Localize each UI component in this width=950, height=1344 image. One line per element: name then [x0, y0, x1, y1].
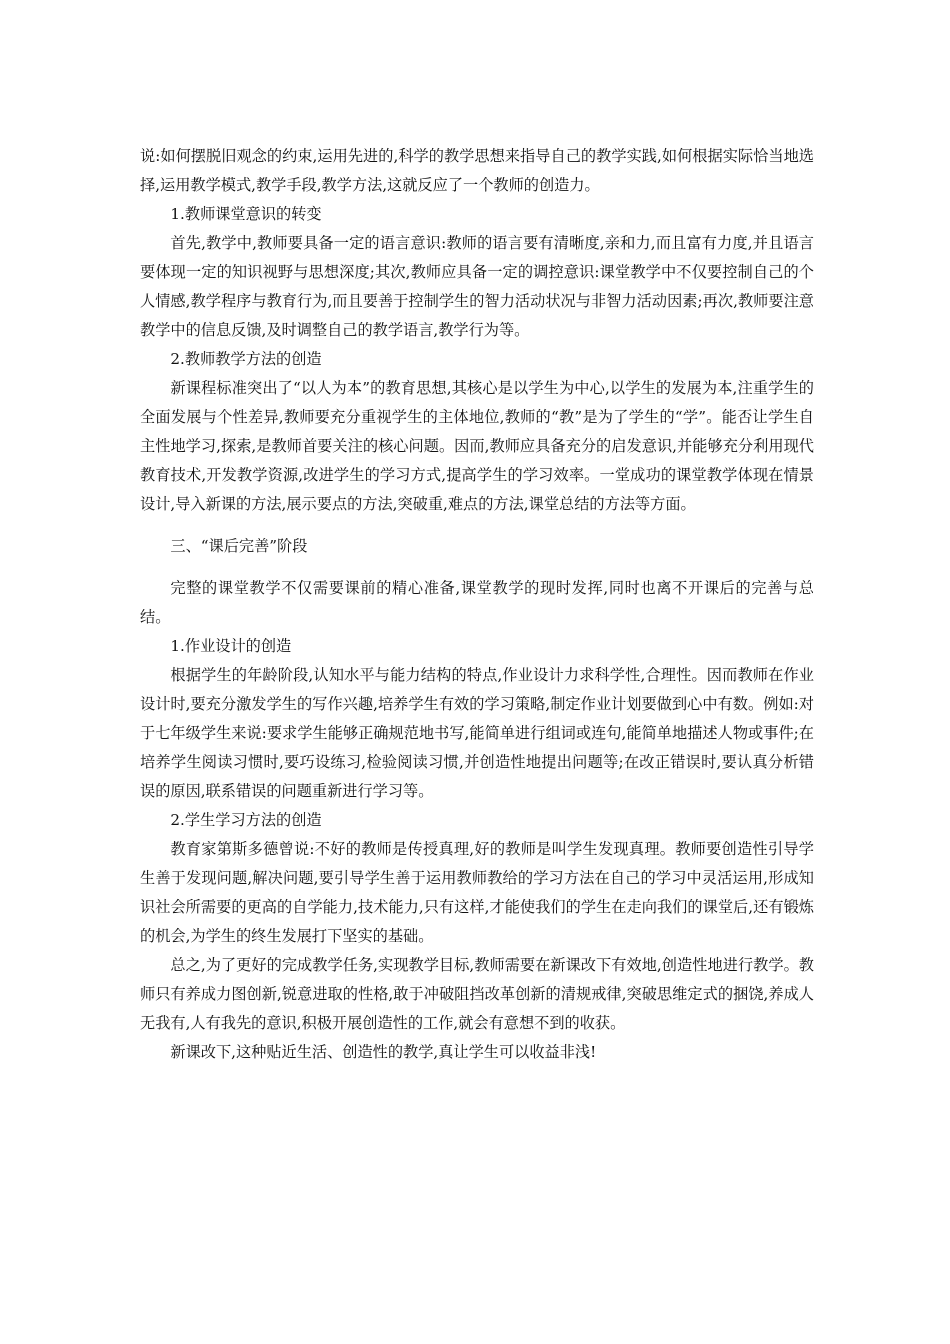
document-page — [140, 142, 814, 1067]
paragraph-intro: 说:如何摆脱旧观念的约束,运用先进的,科学的教学思想来指导自己的教学实践,如何根据实际恰当地选择,运用教学模式,教学手段,教学方法,这就反应了一个教师的创造力。 — [140, 147, 814, 194]
paragraph-after-class-intro: 完整的课堂教学不仅需要课前的精心准备,课堂教学的现时发挥,同时也离不开课后的完善与总结。 — [140, 579, 814, 626]
subheading-teaching-method: 2.教师教学方法的创造 — [170, 350, 322, 368]
paragraph-teaching-method: 新课程标准突出了“以人为本”的教育思想,其核心是以学生为中心,以学生的发展为本,注重学生的全面发展与个性差异,教师要充分重视学生的主体地位,教师的“教”是为了学生的“学”。能否让学生自主性地学习,探索,是教师首要关注的核心问题。因而,教师应具备充分的启发意识,并能够充分利用现代教育技术,开发教学资源,改进学生的学习方式,提高学生的学习效率。一堂成功的课堂教学体现在情景设计,导入新课的方法,展示要点的方法,突破重,难点的方法,课堂总结的方法等方面。 — [140, 379, 814, 513]
paragraph-summary: 总之,为了更好的完成教学任务,实现教学目标,教师需要在新课改下有效地,创造性地进行教学。教师只有养成力图创新,锐意进取的性格,敢于冲破阻挡改革创新的清规戒律,突破思维定式的捆饶,养成人无我有,人有我先的意识,积极开展创造性的工作,就会有意想不到的收获。 — [140, 956, 814, 1032]
paragraph-closing: 新课改下,这种贴近生活、创造性的教学,真让学生可以收益非浅! — [170, 1043, 597, 1061]
paragraph-learning-method: 教育家第斯多德曾说:不好的教师是传授真理,好的教师是叫学生发现真理。教师要创造性引导学生善于发现问题,解决问题,要引导学生善于运用教师教给的学习方法在自己的学习中灵活运用,形成知识社会所需要的更高的自学能力,技术能力,只有这样,才能使我们的学生在走向我们的课堂后,还有锻炼的机会,为学生的终生发展打下坚实的基础。 — [140, 840, 814, 945]
subheading-homework-design: 1.作业设计的创造 — [170, 637, 292, 655]
paragraph-classroom-awareness: 首先,教学中,教师要具备一定的语言意识:教师的语言要有清晰度,亲和力,而且富有力度,并且语言要体现一定的知识视野与思想深度;其次,教师应具备一定的调控意识:课堂教学中不仅要控制自己的个人情感,教学程序与教育行为,而且要善于控制学生的智力活动状况与非智力活动因素;再次,教师要注意教学中的信息反馈,及时调整自己的教学语言,教学行为等。 — [140, 234, 814, 339]
subheading-learning-method: 2.学生学习方法的创造 — [170, 811, 322, 829]
paragraph-homework-design: 根据学生的年龄阶段,认知水平与能力结构的特点,作业设计力求科学性,合理性。因而教师在作业设计时,要充分激发学生的写作兴趣,培养学生有效的学习策略,制定作业计划要做到心中有数。例如:对于七年级学生来说:要求学生能够正确规范地书写,能简单进行组词或连句,能简单地描述人物或事件;在培养学生阅读习惯时,要巧设练习,检验阅读习惯,并创造性地提出问题等;在改正错误时,要认真分析错误的原因,联系错误的问题重新进行学习等。 — [140, 666, 814, 800]
subheading-classroom-awareness: 1.教师课堂意识的转变 — [170, 205, 322, 223]
section-heading-after-class: 三、“课后完善”阶段 — [170, 537, 308, 555]
